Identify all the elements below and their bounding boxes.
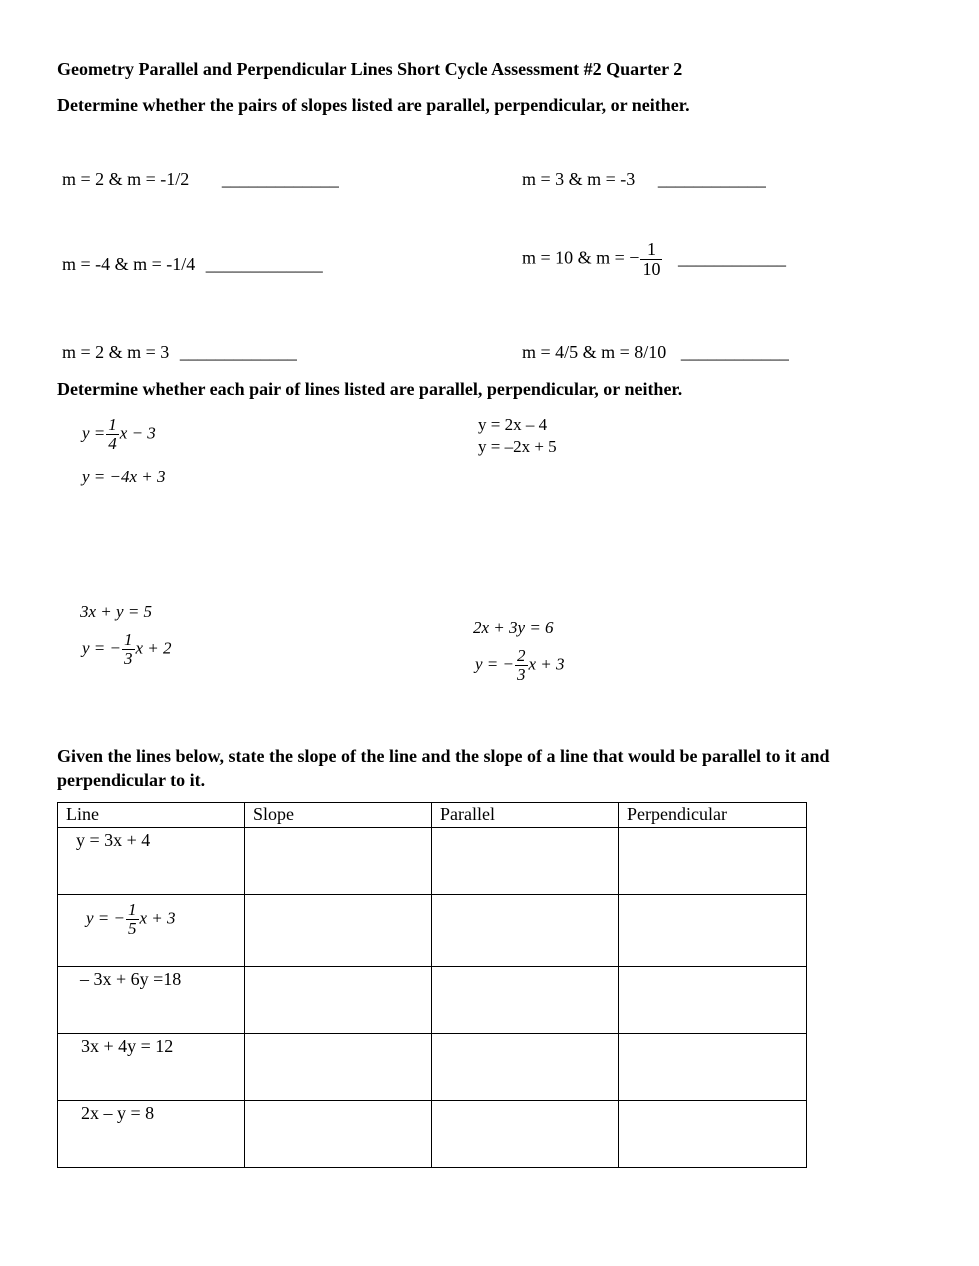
eq-lhs: y = − (475, 654, 514, 674)
slope-pair-6-text: m = 4/5 & m = 8/10 (522, 342, 667, 362)
line-pair-4-a: 2x + 3y = 6 (473, 618, 554, 637)
eq-rhs: x + 3 (139, 908, 176, 928)
slope-pair-1-text: m = 2 & m = -1/2 (62, 169, 190, 189)
slope-pair-2-text: m = 3 & m = -3 (522, 169, 636, 189)
slope-cell[interactable] (245, 895, 432, 967)
fraction-1-5 (126, 901, 139, 938)
eq-rhs: x + 2 (135, 638, 172, 658)
fraction-2-3 (515, 647, 528, 684)
fraction-1-10 (640, 240, 662, 279)
line-cell (58, 1034, 245, 1101)
frac-denominator: 5 (128, 918, 137, 938)
line-equation: 3x + 4y = 12 (81, 1036, 174, 1056)
frac-denominator: 3 (124, 648, 133, 668)
line-pair-3-b (82, 631, 172, 668)
slope-cell[interactable] (245, 828, 432, 895)
parallel-cell[interactable] (432, 967, 619, 1034)
answer-blank-5[interactable]: _____________ (179, 342, 297, 362)
perpendicular-cell[interactable] (619, 967, 807, 1034)
slope-pair-3 (62, 254, 323, 275)
answer-blank-3[interactable]: _____________ (205, 254, 323, 274)
line-pair-2-b: y = –2x + 5 (478, 437, 557, 456)
frac-denominator: 10 (642, 258, 661, 279)
slopes-instruction: Determine whether the pairs of slopes listed are parallel, perpendicular, or neither. (57, 95, 690, 115)
line-cell (58, 967, 245, 1034)
eq-rhs: x − 3 (119, 423, 156, 443)
slope-pair-2 (522, 169, 766, 190)
frac-numerator: 1 (108, 415, 117, 434)
column-header-parallel: Parallel (432, 803, 619, 828)
line-cell (58, 1101, 245, 1168)
answer-blank-1[interactable]: _____________ (221, 169, 339, 189)
perpendicular-cell[interactable] (619, 828, 807, 895)
frac-numerator: 1 (646, 239, 656, 259)
slope-cell[interactable] (245, 967, 432, 1034)
slope-pair-4-text: m = 10 & m = − (522, 247, 640, 268)
line-cell (58, 828, 245, 895)
slope-pair-6 (522, 342, 789, 363)
fraction-1-3 (122, 631, 135, 668)
perpendicular-cell[interactable] (619, 895, 807, 967)
frac-numerator: 2 (517, 646, 526, 665)
eq-rhs: x + 3 (528, 654, 565, 674)
column-header-slope: Slope (245, 803, 432, 828)
slope-cell[interactable] (245, 1034, 432, 1101)
answer-blank-6[interactable]: ____________ (680, 342, 789, 362)
slope-table (57, 802, 807, 1168)
frac-numerator: 1 (124, 630, 133, 649)
table-row (58, 967, 807, 1034)
eq-lhs: y = (82, 423, 106, 443)
frac-numerator: 1 (128, 900, 137, 919)
table-header-row (58, 803, 807, 828)
line-cell (58, 895, 245, 967)
parallel-cell[interactable] (432, 1034, 619, 1101)
slope-pair-5-text: m = 2 & m = 3 (62, 342, 170, 362)
line-pair-3-a: 3x + y = 5 (80, 602, 153, 621)
fraction-1-4 (106, 416, 119, 453)
eq-lhs: y = − (82, 638, 121, 658)
eq-lhs: y = − (86, 908, 125, 928)
table-row (58, 1101, 807, 1168)
parallel-cell[interactable] (432, 828, 619, 895)
column-header-line: Line (58, 803, 245, 828)
line-equation: y = 3x + 4 (76, 830, 151, 850)
line-equation (58, 895, 244, 938)
parallel-cell[interactable] (432, 895, 619, 967)
perpendicular-cell[interactable] (619, 1101, 807, 1168)
table-row (58, 895, 807, 967)
page-title: Geometry Parallel and Perpendicular Lines Short Cycle Assessment #2 Quarter 2 (57, 59, 683, 79)
line-equation: – 3x + 6y =18 (80, 969, 182, 989)
table-instruction-line-1: Given the lines below, state the slope of the line and the slope of a line that would be parallel to it and (57, 746, 830, 766)
slope-pair-4 (522, 240, 786, 279)
answer-blank-4[interactable]: ____________ (677, 247, 786, 268)
slope-pair-1 (62, 169, 339, 190)
slope-pair-3-text: m = -4 & m = -1/4 (62, 254, 196, 274)
line-pair-1-a (82, 416, 156, 453)
line-pair-2-a: y = 2x – 4 (478, 415, 548, 434)
frac-denominator: 3 (517, 664, 526, 684)
table-row (58, 1034, 807, 1101)
table-row (58, 828, 807, 895)
line-pair-1-b: y = −4x + 3 (82, 467, 166, 486)
slope-cell[interactable] (245, 1101, 432, 1168)
slope-pair-5 (62, 342, 297, 363)
lines-instruction: Determine whether each pair of lines listed are parallel, perpendicular, or neither. (57, 379, 683, 399)
perpendicular-cell[interactable] (619, 1034, 807, 1101)
table-instruction-line-2: perpendicular to it. (57, 770, 206, 790)
answer-blank-2[interactable]: ____________ (657, 169, 766, 189)
column-header-perpendicular: Perpendicular (619, 803, 807, 828)
frac-denominator: 4 (108, 433, 117, 453)
parallel-cell[interactable] (432, 1101, 619, 1168)
line-pair-4-b (475, 647, 565, 684)
line-equation: 2x – y = 8 (81, 1103, 155, 1123)
